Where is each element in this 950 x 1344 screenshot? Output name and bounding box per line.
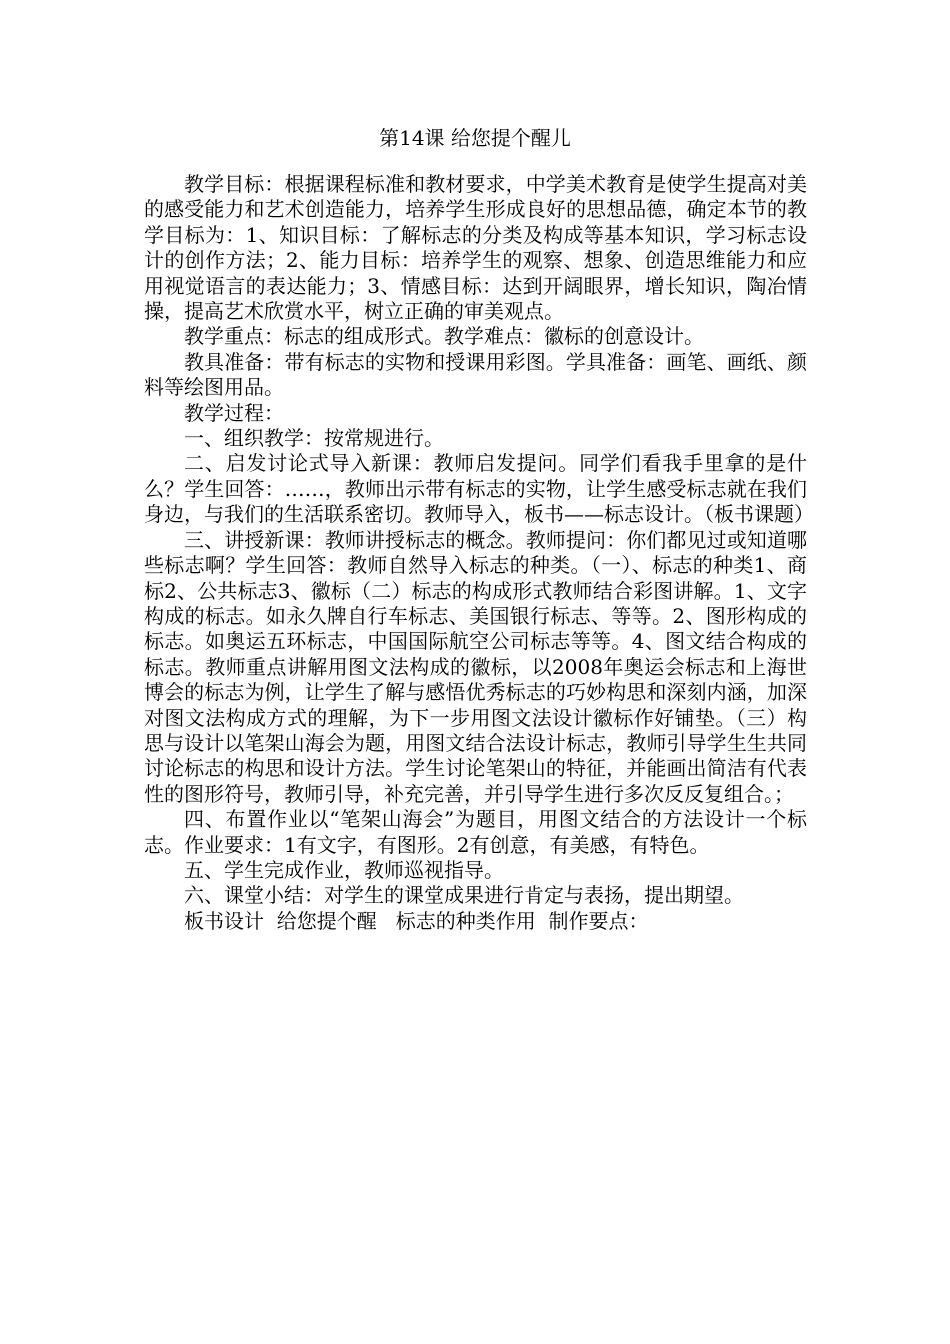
paragraph-step-5: 五、学生完成作业，教师巡视指导。	[184, 857, 504, 882]
paragraph-step-3: 三、讲授新课：教师讲授标志的概念。教师提问：你们都见过或知道哪些标志啊？学生回答：教师自然导入标志的种类。（一）、标志的种类1、商标2、公共标志3、徽标（二）标志的构成形式教师结合彩图讲解。1、文字构成的标志。如永久牌自行车标志、美国银行标志、等等。2、图形构成的标志。如奥运五环标志，中国国际航空公司标志等等。4、图文结合构成的标志。教师重点讲解用图文法构成的徽标，以2008年奥运会标志和上海世博会的标志为例，让学生了解与感悟优秀标志的巧妙构思和深刻内涵，加深对图文法构成方式的理解，为下一步用图文法设计徽标作好铺垫。（三）构思与设计以笔架山海会为题，用图文结合法设计标志，教师引导学生生共同讨论标志的构思和设计方法。学生讨论笔架山的特征，并能画出简洁有代表性的图形符号，教师引导，补充完善，并引导学生进行多次反反复组合。；	[144, 527, 807, 806]
paragraph-process-heading: 教学过程：	[184, 400, 284, 425]
paragraph-step-1: 一、组织教学：按常规进行。	[184, 426, 444, 451]
paragraph-key-points: 教学重点：标志的组成形式。教学难点：徽标的创意设计。	[184, 324, 704, 349]
paragraph-step-6: 六、课堂小结：对学生的课堂成果进行肯定与表扬，提出期望。	[184, 883, 744, 908]
paragraph-board-design: 板书设计 给您提个醒 标志的种类作用 制作要点：	[184, 908, 649, 933]
paragraph-step-2: 二、启发讨论式导入新课：教师启发提问。同学们看我手里拿的是什么？学生回答：……，教师出示带有标志的实物，让学生感受标志就在我们身边，与我们的生活联系密切。教师导入，板书——标志设计。（板书课题）	[144, 451, 814, 527]
paragraph-materials: 教具准备：带有标志的实物和授课用彩图。学具准备：画笔、画纸、颜料等绘图用品。	[144, 349, 807, 400]
document-body	[144, 172, 814, 934]
paragraph-teaching-objectives: 教学目标：根据课程标准和教材要求，中学美术教育是使学生提高对美的感受能力和艺术创造能力，培养学生形成良好的思想品德，确定本节的教学目标为：1、知识目标：了解标志的分类及构成等基本知识，学习标志设计的创作方法；2、能力目标：培养学生的观察、想象、创造思维能力和应用视觉语言的表达能力；3、情感目标：达到开阔眼界，增长知识，陶冶情操，提高艺术欣赏水平，树立正确的审美观点。	[144, 172, 807, 324]
document-title: 第14课 给您提个醒儿	[379, 126, 571, 150]
paragraph-step-4: 四、布置作业以“笔架山海会”为题目，用图文结合的方法设计一个标志。作业要求：1有文字，有图形。2有创意，有美感，有特色。	[144, 807, 807, 857]
